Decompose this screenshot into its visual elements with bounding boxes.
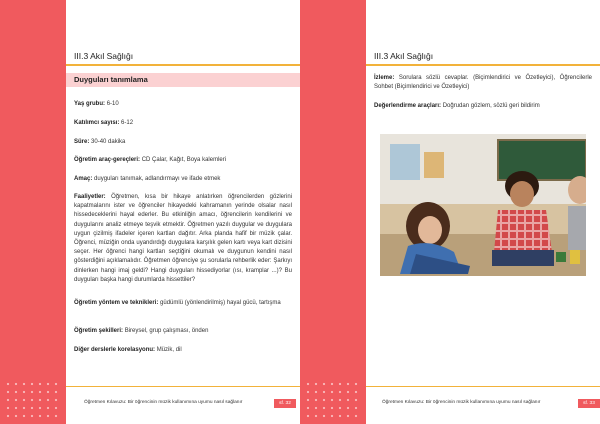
dot-pattern	[304, 380, 360, 420]
page-number: sf. 33	[578, 399, 600, 408]
page-number: sf. 32	[274, 399, 296, 408]
activity-title-band	[66, 73, 300, 87]
duration-line: Süre: 30-40 dakika	[74, 139, 126, 145]
footer-rule	[366, 386, 600, 387]
section-title: III.3 Akıl Sağlığı	[74, 51, 134, 61]
activities-paragraph: Faaliyetler: Öğretmen, kısa bir hikaye anlatırken öğrencilerden gözlerini kapatmalarını ister ve öğrenciler hikayedeki kahramanın yerinde olsalar nasıl hissedeceklerini hayal ederler. Bu etkinliğin amacı, öğrencilerin kendilerini ve duygularını analiz etmeye teşvik etmektir. Öğretmen yazılı duygular ve duygulara uygun çizilmiş ifadeler içeren kartları dağıtır. Arka planda hafif bir müzik çalar. Öğrenci, müziğin onda uyandırdığı duygulara karşılık gelen kartı veya kart dizisini seçer. Her öğrenci hangi kartları seçtiğini okumalı ve duygunun kendini nasıl gösterdiğini açıklamalıdır. Öğretmen öğrenciye şu sorularla rehberlik eder: Şarkıyı dinlerken hangi imaj geldi? Hangi duyguları hissediyorlar (ısı, kramplar ...)? Bu duyguları başka hangi durumlarda hissettiler?	[74, 194, 292, 283]
page-right	[366, 0, 600, 424]
classroom-photo	[380, 134, 586, 276]
dot-pattern	[4, 380, 60, 420]
aim-line: Amaç: duyguları tanımak, adlandırmayı ve ifade etmek	[74, 176, 221, 182]
section-title: III.3 Akıl Sağlığı	[374, 51, 434, 61]
left-margin-strip	[0, 0, 66, 424]
forms-line: Öğretim şekilleri: Bireysel, grup çalışması, önden	[74, 328, 209, 334]
section-rule	[366, 64, 600, 66]
correlation-line: Diğer derslerle korelasyonu: Müzik, dil	[74, 347, 182, 353]
middle-margin-strip	[300, 0, 366, 424]
monitoring-line: İzleme: Sorulara sözlü cevaplar. (Biçimlendirici ve Özetleyici), Öğrencilerle Sohbet (Biçimlendirici ve Özetleyici)	[374, 75, 592, 91]
footer-text: Öğretmen Kılavuzu: Bir öğrencinin müzik kullanımına uyumu nasıl sağlanır	[382, 400, 541, 405]
participants-line: Katılımcı sayısı: 6-12	[74, 120, 134, 126]
page-left	[66, 0, 300, 424]
activity-title: Duyguları tanımlama	[74, 75, 148, 84]
footer-rule	[66, 386, 300, 387]
materials-line: Öğretim araç-gereçleri: CD Çalar, Kağıt, Boya kalemleri	[74, 157, 227, 163]
footer-text: Öğretmen Kılavuzu: Bir öğrencinin müzik kullanımına uyumu nasıl sağlanır	[84, 400, 243, 405]
evaluation-line: Değerlendirme araçları: Doğrudan gözlem, sözlü geri bildirim	[374, 103, 540, 109]
methods-line: Öğretim yöntem ve teknikleri: güdümlü (yönlendirilmiş) hayal gücü, tartışma	[74, 300, 281, 306]
section-rule	[66, 64, 300, 66]
age-group-line: Yaş grubu: 6-10	[74, 101, 119, 107]
